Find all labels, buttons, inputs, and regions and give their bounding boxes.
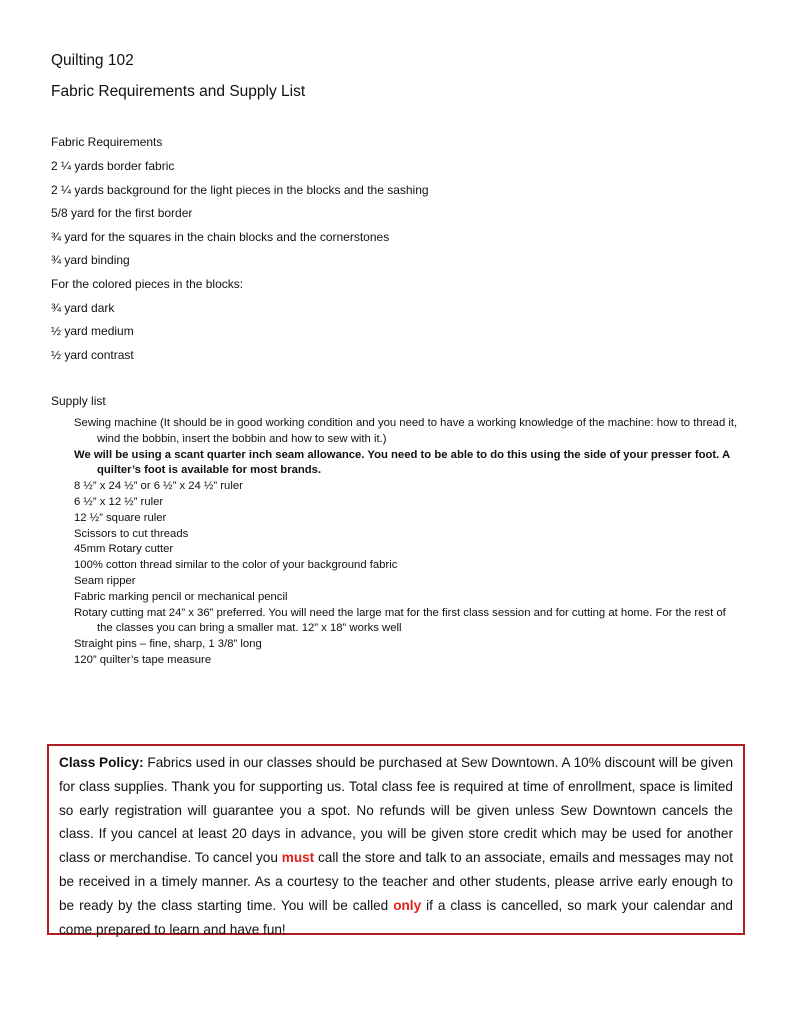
supply-item: 12 ½” square ruler (74, 511, 167, 524)
fabric-item: 5/8 yard for the first border (51, 206, 193, 221)
supply-item: Rotary cutting mat 24” x 36” preferred. You will need the large mat for the first class session and for cutting at home. For the rest of the classes you can bring a smaller mat. 12” x 18” works well (74, 606, 726, 635)
supply-item: Seam ripper (74, 574, 136, 587)
fabric-item: For the colored pieces in the blocks: (51, 276, 244, 291)
supply-item-note: We will be using a scant quarter inch seam allowance. You need to be able to do this using the side of your presser foot. A quilter’s foot is available for most brands. (74, 448, 730, 477)
fabric-requirements-list (51, 158, 429, 370)
supply-item: Sewing machine (It should be in good working condition and you need to have a working knowledge of the machine: how to thread it, wind the bobbin, insert the bobbin and how to sew with it.) (74, 417, 738, 445)
fabric-item: ¾ yard binding (51, 253, 130, 268)
policy-emphasis-must: must (281, 850, 315, 866)
class-policy-box (47, 744, 745, 935)
fabric-requirements-heading: Fabric Requirements (51, 135, 163, 149)
policy-text-part: call the store and talk to an associate, emails and messages may not be received in a timely manner. As a courtesy to the teacher and other students, please arrive early enough to be ready by the class starting time. You will be called (59, 850, 733, 913)
page-title: Quilting 102 (51, 52, 134, 69)
page-subtitle: Fabric Requirements and Supply List (51, 83, 306, 100)
fabric-item: ½ yard contrast (51, 347, 134, 362)
supply-item: 120” quilter’s tape measure (74, 653, 212, 666)
fabric-item: 2 ¼ yards border fabric (51, 159, 175, 173)
class-policy-label: Class Policy: (59, 755, 144, 770)
policy-text-part: Fabrics used in our classes should be purchased at Sew Downtown. A 10% discount will be given for class supplies. Thank you for supporting us. Total class fee is required at time of enrollment, space is limited so early registration will guarantee you a spot. No refunds will be given unless Sew Downtown cancels the class. If you cancel at least 20 days in advance, you will be given store credit which may be used for another class or merchandise. To cancel you (59, 755, 734, 866)
fabric-item: ¾ yard dark (51, 300, 115, 315)
policy-emphasis-only: only (393, 897, 422, 913)
fabric-item: 2 ¼ yards background for the light pieces in the blocks and the sashing (51, 182, 429, 197)
policy-text-part: if a class is cancelled, so mark your calendar and come prepared to learn and have fun! (59, 897, 733, 937)
fabric-item: ½ yard medium (51, 324, 134, 339)
supply-list (74, 416, 742, 669)
supply-item: Fabric marking pencil or mechanical pencil (74, 590, 288, 603)
supply-item: 6 ½” x 12 ½” ruler (74, 495, 164, 508)
supply-item: 45mm Rotary cutter (74, 543, 174, 556)
supply-item: 100% cotton thread similar to the color of your background fabric (74, 559, 398, 572)
class-policy-text (59, 751, 733, 941)
supply-list-heading: Supply list (51, 394, 106, 408)
supply-item: Straight pins – fine, sharp, 1 3/8” long (74, 638, 262, 651)
supply-item: Scissors to cut threads (74, 527, 189, 540)
supply-item: 8 ½” x 24 ½” or 6 ½” x 24 ½” ruler (74, 480, 243, 493)
fabric-item: ¾ yard for the squares in the chain blocks and the cornerstones (51, 229, 390, 244)
